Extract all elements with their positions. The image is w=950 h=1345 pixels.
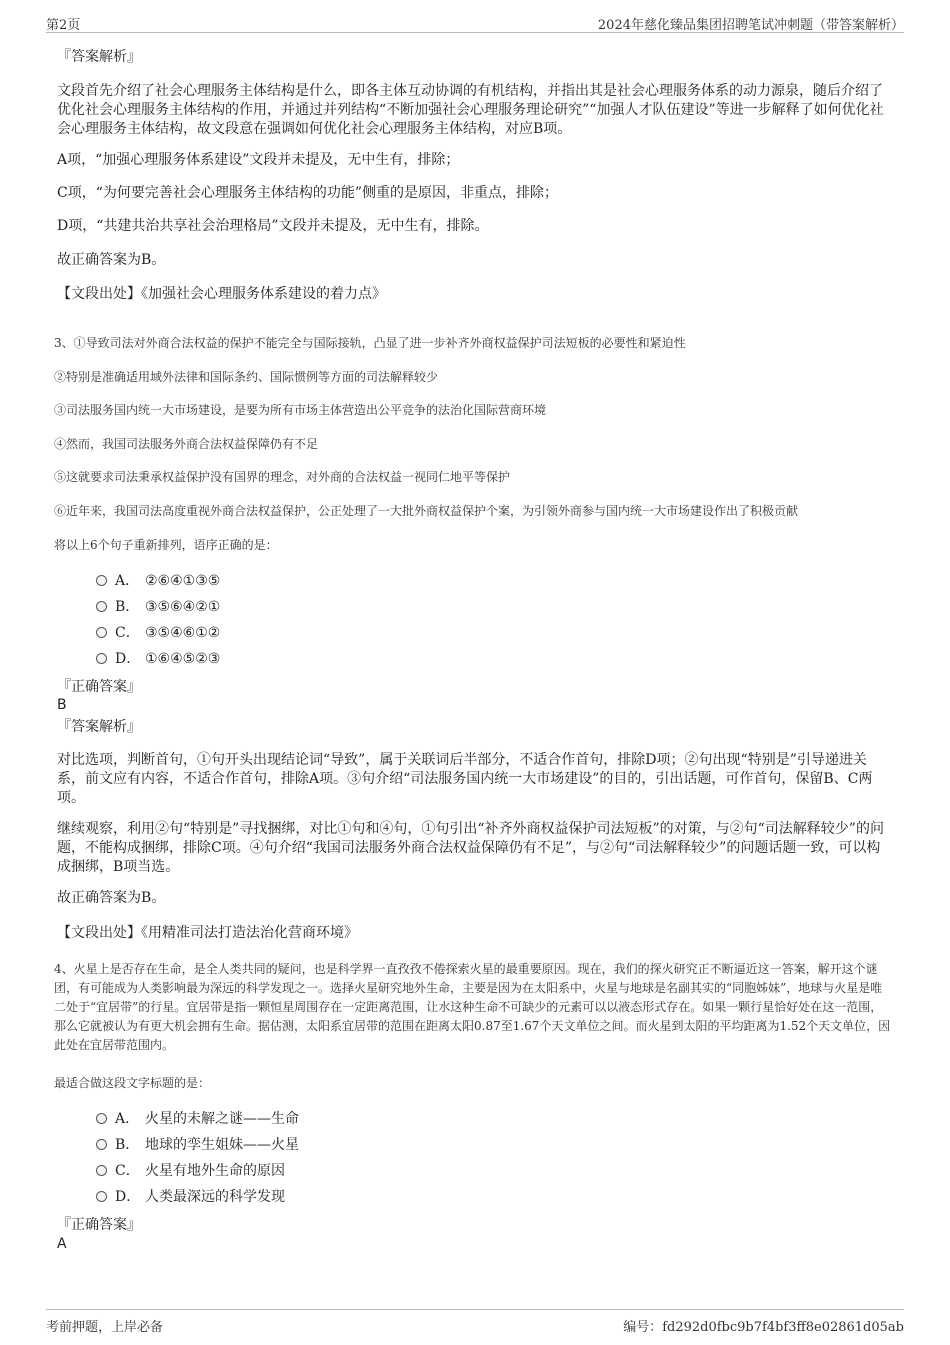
analysis-paragraph: 对比选项，判断首句，①句开头出现结论词“导致”，属于关联词后半部分，不适合作首句，排除D项；②句出现“特别是”引导递进关系，前文应有内容，不适合作首句，排除A项。③句介绍“司法服务国内统一大市场建设”的目的，引出话题，可作首句，保留B、C两项。 — [57, 752, 873, 806]
page-number: 第2页 — [46, 18, 81, 33]
question-3-sentence-2: ②特别是准确适用域外法律和国际条约、国际惯例等方面的司法解释较少 — [54, 370, 439, 384]
answer-conclusion: 故正确答案为B。 — [57, 252, 166, 268]
radio-icon[interactable] — [96, 1165, 107, 1176]
question-4-option-c[interactable]: C． 火星有地外生命的原因 — [96, 1162, 285, 1180]
question-4-option-a[interactable]: A． 火星的未解之谜——生命 — [96, 1110, 299, 1128]
question-4-option-b[interactable]: B． 地球的孪生姐妹——火星 — [96, 1136, 299, 1154]
analysis-option-d: D项，“共建共治共享社会治理格局”文段并未提及，无中生有，排除。 — [57, 218, 489, 234]
question-3-sentence-3: ③司法服务国内统一大市场建设，是要为所有市场主体营造出公平竞争的法治化国际营商环境 — [54, 403, 547, 417]
page-footer — [46, 1309, 904, 1336]
source-citation: 【文段出处】《用精准司法打造法治化营商环境》 — [57, 925, 358, 941]
question-4-prompt: 最适合做这段文字标题的是： — [54, 1076, 211, 1090]
analysis-label: 『答案解析』 — [57, 719, 141, 735]
source-citation: 【文段出处】《加强社会心理服务体系建设的着力点》 — [57, 286, 386, 302]
correct-answer-value: A — [57, 1236, 67, 1252]
question-3-sentence-5: ⑤这就要求司法秉承权益保护没有国界的理念，对外商的合法权益一视同仁地平等保护 — [54, 470, 511, 484]
question-3-option-c[interactable]: C． ③⑤④⑥①② — [96, 624, 220, 642]
correct-answer-label: 『正确答案』 — [57, 679, 141, 695]
document-serial: 编号：fd292d0fbc9b7f4bf3ff8e02861d05ab — [623, 1320, 904, 1335]
radio-icon[interactable] — [96, 575, 107, 586]
question-3-option-b[interactable]: B． ③⑤⑥④②① — [96, 598, 220, 616]
document-title: 2024年慈化臻品集团招聘笔试冲刺题（带答案解析） — [597, 18, 904, 33]
answer-conclusion: 故正确答案为B。 — [57, 890, 166, 906]
radio-icon[interactable] — [96, 653, 107, 664]
correct-answer-label: 『正确答案』 — [57, 1217, 141, 1233]
analysis-option-a: A项，“加强心理服务体系建设”文段并未提及，无中生有，排除； — [57, 152, 460, 168]
question-3-sentence-1: 3、①导致司法对外商合法权益的保护不能完全与国际接轨，凸显了进一步补齐外商权益保护司法短板的必要性和紧迫性 — [54, 336, 686, 350]
question-3-sentence-4: ④然而，我国司法服务外商合法权益保障仍有不足 — [54, 437, 319, 451]
analysis-paragraph: 继续观察，利用②句“特别是”寻找捆绑，对比①句和④句，①句引出“补齐外商权益保护司法短板”的对策，与②句“司法解释较少”的问题，不能构成捆绑，排除C项。④句介绍“我国司法服务外商合法权益保障仍有不足”，与②句“司法解释较少”的问题话题一致，可以构成捆绑，B项当选。 — [57, 821, 884, 875]
question-3-option-a[interactable]: A． ②⑥④①③⑤ — [96, 572, 220, 590]
question-4-option-d[interactable]: D． 人类最深远的科学发现 — [96, 1188, 285, 1206]
radio-icon[interactable] — [96, 1191, 107, 1202]
radio-icon[interactable] — [96, 627, 107, 638]
analysis-label: 『答案解析』 — [57, 49, 141, 65]
question-3-sentence-6: ⑥近年来，我国司法高度重视外商合法权益保护，公正处理了一大批外商权益保护个案，为引领外商参与国内统一大市场建设作出了积极贡献 — [54, 504, 799, 518]
radio-icon[interactable] — [96, 601, 107, 612]
question-3-prompt: 将以上6个句子重新排列，语序正确的是： — [54, 538, 278, 552]
question-4-stem: 4、火星上是否存在生命，是全人类共同的疑问，也是科学界一直孜孜不倦探索火星的最重要原因。现在，我们的探火研究正不断逼近这一答案，解开这个谜团，有可能成为人类影响最为深远的科学发现之一。选择火星研究地外生命，主要是因为在太阳系中，火星与地球是名副其实的“同胞姊妹”，地球与火星是唯二处于“宜居带”的行星。宜居带是指一颗恒星周围存在一定距离范围，让水这种生命不可缺少的元素可以以液态形式存在。如果一颗行星恰好处在这一范围，那么它就被认为有更大机会拥有生命。据估测，太阳系宜居带的范围在距离太阳0.87至1.67个天文单位之间。而火星到太阳的平均距离为1.52个天文单位，因此处在宜居带范围内。 — [54, 962, 891, 1052]
question-3-option-d[interactable]: D． ①⑥④⑤②③ — [96, 650, 220, 668]
correct-answer-value: B — [57, 697, 67, 713]
footer-slogan: 考前押题，上岸必备 — [46, 1320, 164, 1335]
radio-icon[interactable] — [96, 1113, 107, 1124]
analysis-option-c: C项，“为何要完善社会心理服务主体结构的功能”侧重的是原因，非重点，排除； — [57, 185, 559, 201]
radio-icon[interactable] — [96, 1139, 107, 1150]
analysis-paragraph: 文段首先介绍了社会心理服务主体结构是什么，即各主体互动协调的有机结构，并指出其是社会心理服务体系的动力源泉，随后介绍了优化社会心理服务主体结构的作用，并通过并列结构“不断加强社会心理服务理论研究”“加强人才队伍建设”等进一步解释了如何优化社会心理服务主体结构，故文段意在强调如何优化社会心理服务主体结构，对应B项。 — [57, 83, 884, 137]
